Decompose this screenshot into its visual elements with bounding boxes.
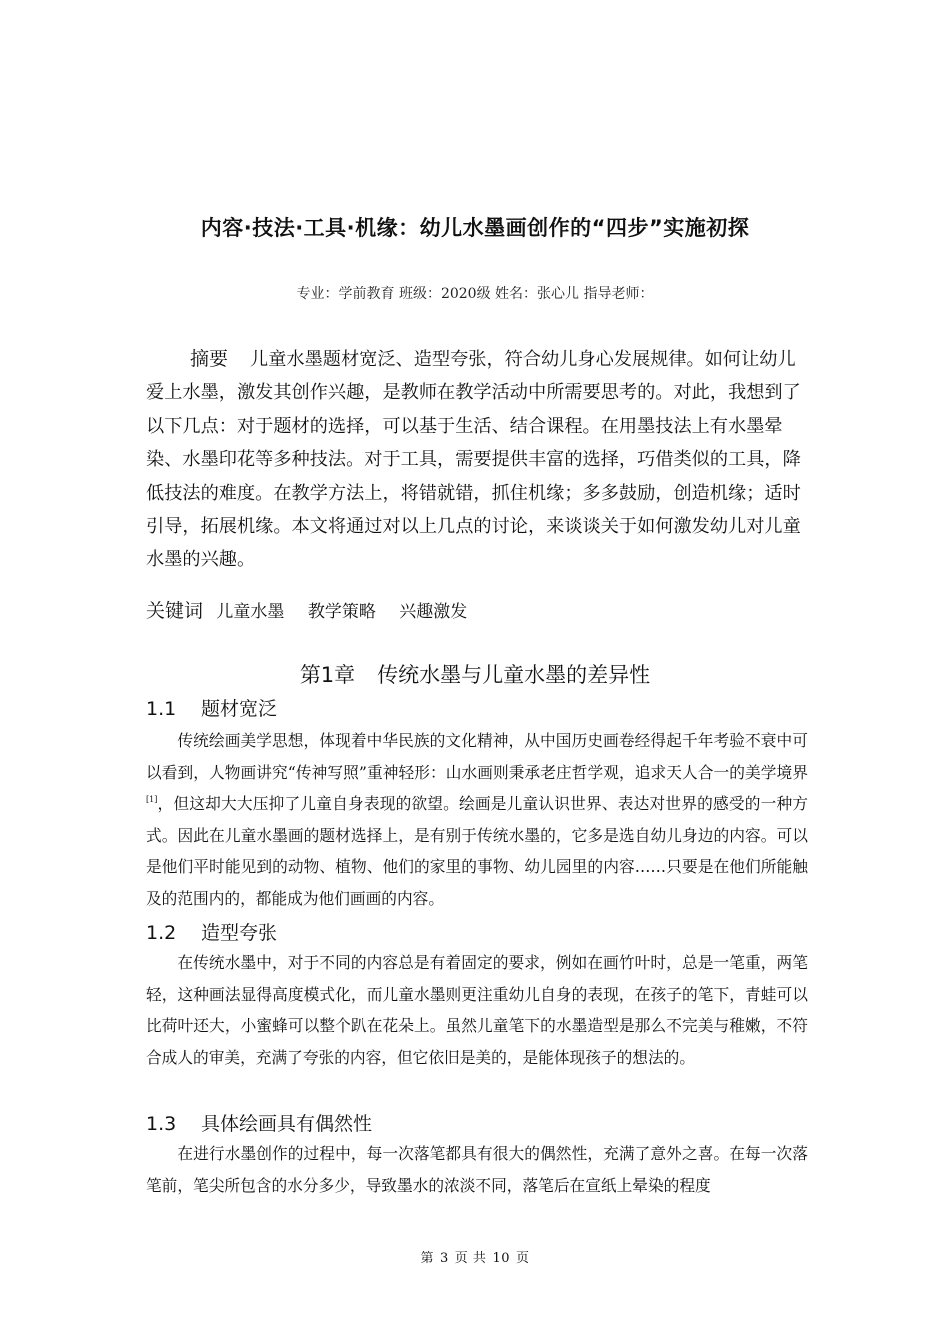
keywords: [146, 596, 485, 623]
keyword: 教学策略: [307, 602, 376, 622]
footer-text: 第: [420, 1251, 435, 1266]
abstract: [146, 343, 808, 577]
footer-text: 页: [515, 1251, 530, 1266]
chapter-number: 第1章: [299, 663, 356, 687]
keywords-label: 关键词: [146, 600, 204, 622]
section-heading: [146, 918, 277, 945]
section-paragraph: 在传统水墨中，对于不同的内容总是有着固定的要求，例如在画竹叶时，总是一笔重，两笔轻，这种画法显得高度模式化，而儿童水墨则更注重幼儿自身的表现，在孩子的笔下，青蛙可以比荷叶还大，小蜜蜂可以整个趴在花朵上。虽然儿童笔下的水墨造型是那么不完美与稚嫩，不符合成人的审美，充满了夸张的内容，但它依旧是美的，是能体现孩子的想法的。: [146, 953, 808, 1067]
footer-text: 页 共: [454, 1251, 487, 1266]
section-paragraph: 在进行水墨创作的过程中，每一次落笔都具有很大的偶然性，充满了意外之喜。在每一次落笔前，笔尖所包含的水分多少，导致墨水的浓淡不同，落笔后在宣纸上晕染的程度: [146, 1144, 808, 1195]
section-title: 具体绘画具有偶然性: [201, 1113, 373, 1135]
section-title: 题材宽泛: [201, 698, 278, 720]
citation: [1]: [146, 795, 158, 805]
abstract-text: 儿童水墨题材宽泛、造型夸张，符合幼儿身心发展规律。如何让幼儿爱上水墨，激发其创作兴趣，是教师在教学活动中所需要思考的。对此，我想到了以下几点：对于题材的选择，可以基于生活、结合课程。在用墨技法上有水墨晕染、水墨印花等多种技法。对于工具，需要提供丰富的选择，巧借类似的工具，降低技法的难度。在教学方法上，将错就错，抓住机缘；多多鼓励，创造机缘；适时引导，拓展机缘。本文将通过对以上几点的讨论，来谈谈关于如何激发幼儿对儿童水墨的兴趣。: [146, 349, 801, 571]
section-paragraph: [146, 725, 808, 915]
chapter-heading: [0, 659, 950, 689]
chapter-title: 传统水墨与儿童水墨的差异性: [377, 663, 651, 687]
total-pages: 10: [492, 1251, 510, 1266]
section-number: 1.1: [146, 698, 177, 720]
page-number: 3: [440, 1251, 449, 1266]
abstract-label: 摘要: [190, 348, 229, 370]
keyword: 兴趣激发: [399, 602, 468, 622]
section-heading: [146, 1109, 372, 1136]
paragraph-text: ，但这却大大压抑了儿童自身表现的欲望。绘画是儿童认识世界、表达对世界的感受的一种方式。因此在儿童水墨画的题材选择上，是有别于传统水墨的，它多是选自幼儿身边的内容。可以是他们平时能见到的动物、植物、他们的家里的事物、幼儿园里的内容……只要是在他们所能触及的范围内的，都能成为他们画画的内容。: [146, 794, 808, 908]
section-number: 1.2: [146, 922, 177, 944]
keyword: 儿童水墨: [216, 602, 285, 622]
page-footer: [0, 1247, 950, 1266]
section-title: 造型夸张: [201, 922, 278, 944]
paragraph-text: 传统绘画美学思想，体现着中华民族的文化精神，从中国历史画卷经得起千年考验不衰中可以看到，人物画讲究“传神写照”重神轻形：山水画则秉承老庄哲学观，追求天人合一的美学境界: [146, 731, 808, 782]
author-info: 专业：学前教育 班级：2020级 姓名：张心儿 指导老师：: [296, 286, 654, 302]
section-number: 1.3: [146, 1113, 177, 1135]
section-heading: [146, 694, 277, 721]
document-title: 内容·技法·工具·机缘：幼儿水墨画创作的“四步”实施初探: [200, 216, 750, 240]
